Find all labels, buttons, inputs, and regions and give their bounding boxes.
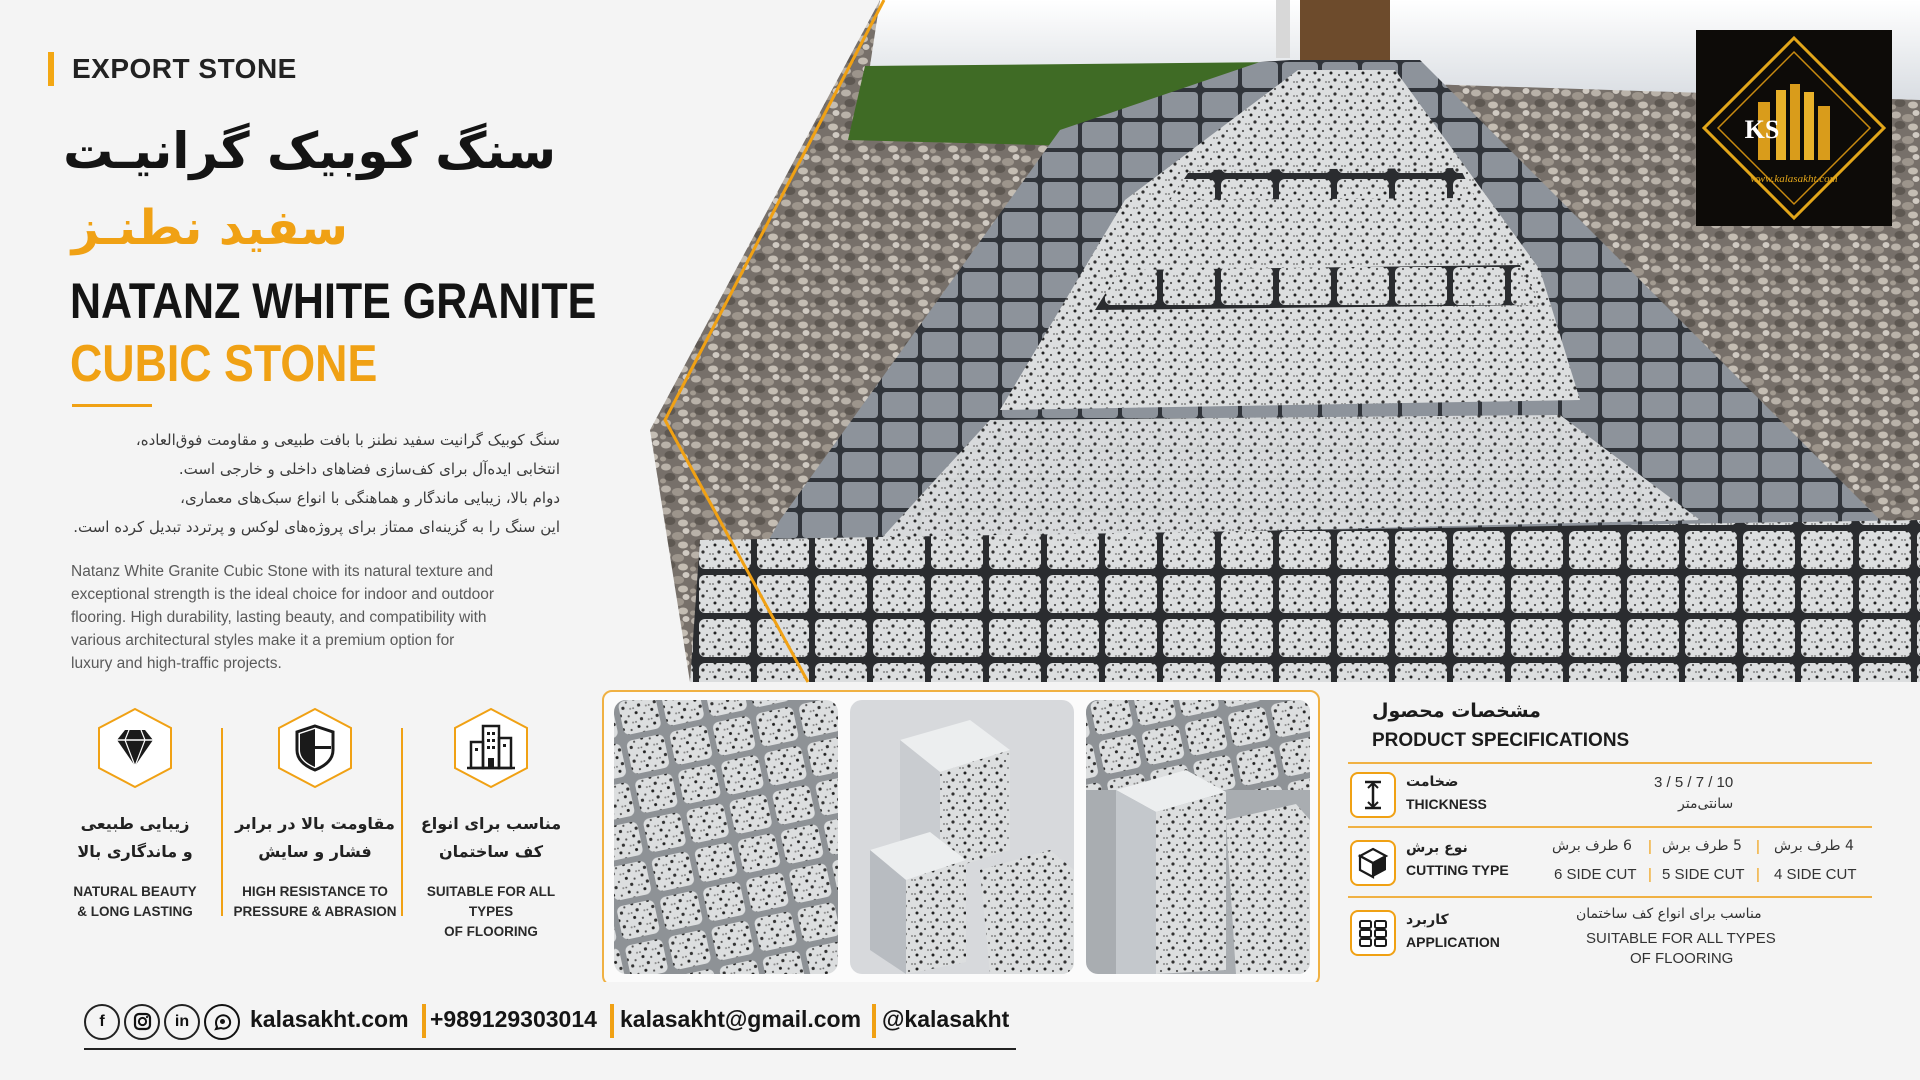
feature-natural-beauty: [50, 706, 220, 922]
cutting-4-fa: 4 طرف برش: [1774, 838, 1854, 854]
title-fa-line2: سفید نطنـز: [71, 200, 348, 256]
specs-title-fa: مشخصات محصول: [1372, 700, 1541, 722]
description-fa-line: سنگ کوبیک گرانیت سفید نطنز با بافت طبیعی و مقاومت فوق‌العاده،: [135, 431, 560, 449]
cutting-separator: |: [1648, 866, 1652, 883]
feature-divider: [401, 728, 403, 916]
feature-en-line: HIGH RESISTANCE TO: [242, 884, 388, 899]
feature-fa-line: و ماندگاری بالا: [77, 842, 193, 861]
logo-url: www.kalasakht.com: [1750, 173, 1838, 185]
feature-title-fa: [50, 810, 220, 866]
title-en-line2: CUBIC STONE: [70, 335, 378, 393]
feature-high-resistance: [230, 706, 400, 922]
cutting-separator: |: [1756, 838, 1760, 855]
feature-title-en: [406, 882, 576, 942]
application-value-en-2: OF FLOORING: [1630, 950, 1734, 967]
description-fa: [60, 426, 560, 542]
company-logo: [1696, 30, 1892, 226]
specs-divider: [1348, 762, 1872, 764]
feature-en-line: NATURAL BEAUTY: [73, 884, 197, 899]
footer-separator: [872, 1004, 876, 1038]
product-photo-grid: [614, 700, 838, 974]
application-label-fa: کاربرد: [1406, 912, 1449, 928]
product-photo-stack: [1086, 700, 1310, 974]
description-fa-line: انتخابی ایده‌آل برای کف‌سازی فضاهای داخلی و خارجی است.: [178, 460, 560, 478]
specs-divider: [1348, 826, 1872, 828]
thickness-unit: سانتی‌متر: [1678, 796, 1734, 812]
feature-title-fa: [406, 810, 576, 866]
title-en-line1: NATANZ WHITE GRANITE: [70, 273, 597, 329]
feature-title-en: [230, 882, 400, 922]
linkedin-icon[interactable]: in: [164, 1004, 200, 1040]
grid-icon: [1350, 910, 1396, 956]
description-en-line: Natanz White Granite Cubic Stone with its natural texture and: [71, 563, 494, 580]
description-en-line: exceptional strength is the ideal choice for indoor and outdoor: [71, 586, 495, 603]
feature-fa-line: مقاومت بالا در برابر: [235, 814, 395, 833]
cutting-5-en: 5 SIDE CUT: [1662, 866, 1745, 883]
shield-icon: [273, 706, 357, 790]
feature-title-fa: [230, 810, 400, 866]
feature-fa-line: مناسب برای انواع: [420, 814, 562, 833]
cutting-6-en: 6 SIDE CUT: [1554, 866, 1637, 883]
cutting-label-en: CUTTING TYPE: [1406, 862, 1509, 878]
phone-link[interactable]: +989129303014: [430, 1006, 597, 1032]
feature-title-en: [50, 882, 220, 922]
logo-letter-k: KS: [1744, 115, 1780, 144]
feature-en-line: & LONG LASTING: [77, 904, 193, 919]
description-en-line: various architectural styles make it a premium option for: [71, 632, 455, 649]
whatsapp-icon[interactable]: [204, 1004, 240, 1040]
application-label-en: APPLICATION: [1406, 934, 1500, 950]
cutting-separator: |: [1648, 838, 1652, 855]
thickness-icon: [1350, 772, 1396, 818]
title-divider: [72, 404, 152, 407]
title-fa-line1: سنگ کوبیک گرانیـت: [63, 122, 556, 180]
cutting-4-en: 4 SIDE CUT: [1774, 866, 1857, 883]
website-link[interactable]: kalasakht.com: [250, 1006, 409, 1032]
building-icon: [449, 706, 533, 790]
application-value-en-1: SUITABLE FOR ALL TYPES: [1586, 930, 1776, 947]
cube-icon: [1350, 840, 1396, 886]
cutting-label-fa: نوع برش: [1406, 840, 1468, 856]
feature-fa-line: فشار و سایش: [258, 842, 372, 861]
diamond-icon: [93, 706, 177, 790]
footer-separator: [422, 1004, 426, 1038]
application-value-fa: مناسب برای انواع کف ساختمان: [1576, 906, 1762, 922]
footer-separator: [610, 1004, 614, 1038]
feature-fa-line: زیبایی طبیعی: [80, 814, 190, 833]
feature-en-line: SUITABLE FOR ALL TYPES: [426, 884, 556, 919]
thickness-label-fa: ضخامت: [1406, 774, 1459, 790]
thickness-value: 3 / 5 / 7 / 10: [1654, 774, 1734, 791]
specs-divider: [1348, 896, 1872, 898]
description-fa-line: دوام بالا، زیبایی ماندگار و هماهنگی با انواع سبک‌های معماری،: [180, 489, 560, 507]
facebook-icon[interactable]: f: [84, 1004, 120, 1040]
feature-suitable-flooring: [406, 706, 576, 942]
instagram-icon[interactable]: [124, 1004, 160, 1040]
description-fa-line: این سنگ را به گزینه‌ای ممتاز برای پروژه‌های لوکس و پرتردد تبدیل کرده است.: [73, 518, 560, 536]
description-en-line: flooring. High durability, lasting beauty, and compatibility with: [71, 609, 487, 626]
feature-en-line: OF FLOORING: [444, 924, 538, 939]
feature-en-line: PRESSURE & ABRASION: [233, 904, 397, 919]
product-photo-cubes: [850, 700, 1074, 974]
description-en-line: luxury and high-traffic projects.: [71, 655, 282, 672]
feature-divider: [221, 728, 223, 916]
cutting-separator: |: [1756, 866, 1760, 883]
email-link[interactable]: kalasakht@gmail.com: [620, 1006, 862, 1032]
specs-title-en: PRODUCT SPECIFICATIONS: [1372, 730, 1630, 751]
description-en: [71, 560, 571, 675]
cutting-5-fa: 5 طرف برش: [1662, 838, 1742, 854]
kicker-label: EXPORT STONE: [48, 52, 297, 86]
cutting-6-fa: 6 طرف برش: [1552, 838, 1632, 854]
footer-underline: [84, 1048, 1016, 1050]
social-handle[interactable]: @kalasakht: [882, 1006, 1010, 1032]
feature-fa-line: کف ساختمان: [438, 842, 544, 861]
thickness-label-en: THICKNESS: [1406, 796, 1487, 812]
